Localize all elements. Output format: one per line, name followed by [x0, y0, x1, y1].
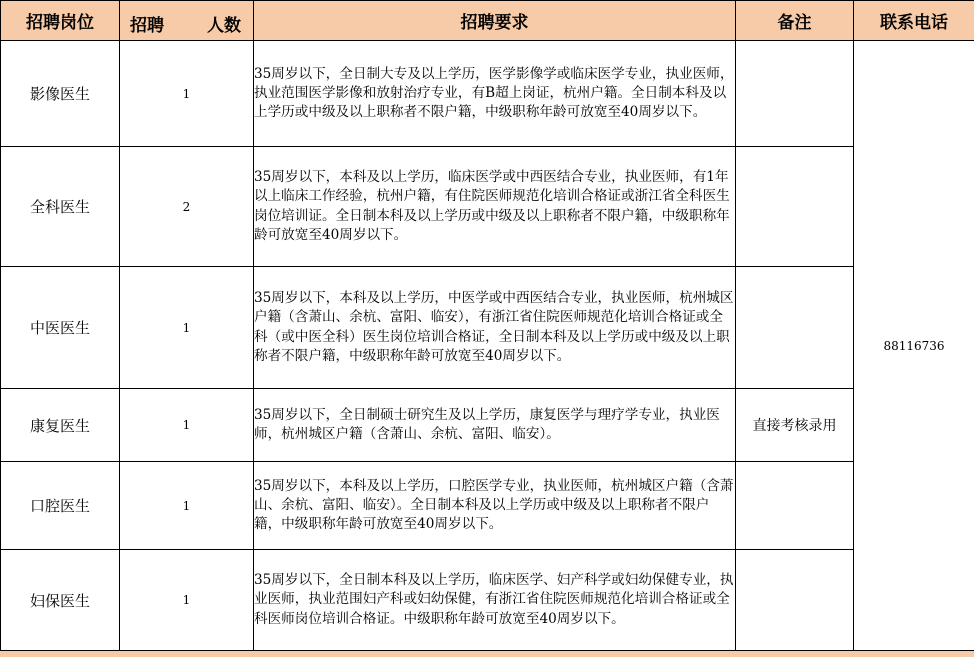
requirements-cell	[254, 462, 736, 550]
position-cell: 妇保医生	[1, 550, 120, 651]
requirements-cell	[254, 147, 736, 267]
phone-cell: 88116736	[854, 41, 974, 651]
requirements-text: 35周岁以下，本科及以上学历，口腔医学专业，执业医师，杭州城区户籍（含萧山、余杭、富阳、临安）。全日制本科及以上学历或中级及以上职称者不限户籍，中级职称年龄可放宽至40周岁以下。	[254, 477, 735, 535]
count-cell: 1	[120, 41, 254, 147]
header-row	[1, 1, 974, 41]
note-cell	[736, 550, 854, 651]
requirements-cell	[254, 550, 736, 651]
note-cell	[736, 41, 854, 147]
header-count-part-1: 招聘	[130, 11, 164, 36]
requirements-cell	[254, 389, 736, 462]
header-count	[120, 1, 254, 41]
count-cell: 2	[120, 147, 254, 267]
note-cell	[736, 267, 854, 389]
position-cell: 口腔医生	[1, 462, 120, 550]
note-cell	[736, 462, 854, 550]
header-count-part-2: 人数	[207, 11, 241, 36]
table-row	[1, 389, 974, 462]
note-cell	[736, 147, 854, 267]
requirements-text: 35周岁以下，全日制硕士研究生及以上学历，康复医学与理疗学专业，执业医师，杭州城区户籍（含萧山、余杭、富阳、临安）。	[254, 406, 735, 445]
position-cell: 影像医生	[1, 41, 120, 147]
count-cell: 1	[120, 462, 254, 550]
table-row	[1, 147, 974, 267]
position-cell: 康复医生	[1, 389, 120, 462]
position-cell: 全科医生	[1, 147, 120, 267]
table-row	[1, 41, 974, 147]
requirements-text: 35周岁以下，全日制大专及以上学历，医学影像学或临床医学专业，执业医师，执业范围医学影像和放射治疗专业，有B超上岗证，杭州户籍。全日制本科及以上学历或中级及以上职称者不限户籍，中级职称年龄可放宽至40周岁以下。	[254, 65, 735, 123]
table-row	[1, 550, 974, 651]
table-row	[1, 267, 974, 389]
position-cell: 中医医生	[1, 267, 120, 389]
requirements-cell	[254, 41, 736, 147]
count-cell: 1	[120, 550, 254, 651]
table-row	[1, 462, 974, 550]
requirements-text: 35周岁以下，全日制本科及以上学历，临床医学、妇产科学或妇幼保健专业，执业医师，执业范围妇产科或妇幼保健，有浙江省住院医师规范化培训合格证或全科医师岗位培训合格证。中级职称年龄可放宽至40周岁以下。	[254, 571, 735, 629]
count-cell: 1	[120, 389, 254, 462]
requirements-text: 35周岁以下，本科及以上学历，临床医学或中西医结合专业，执业医师，有1年以上临床工作经验，杭州户籍，有住院医师规范化培训合格证或浙江省全科医生岗位培训证。全日制本科及以上学历或中级及以上职称者不限户籍，中级职称年龄可放宽至40周岁以下。	[254, 168, 735, 245]
header-phone: 联系电话	[854, 1, 974, 41]
header-position: 招聘岗位	[1, 1, 120, 41]
note-cell: 直接考核录用	[736, 389, 854, 462]
count-cell: 1	[120, 267, 254, 389]
header-requirements: 招聘要求	[254, 1, 736, 41]
header-notes: 备注	[736, 1, 854, 41]
requirements-text: 35周岁以下，本科及以上学历，中医学或中西医结合专业，执业医师，杭州城区户籍（含萧山、余杭、富阳、临安），有浙江省住院医师规范化培训合格证或全科（或中医全科）医生岗位培训合格证，全日制本科及以上学历或中级及以上职称者不限户籍，中级职称年龄可放宽至40周岁以下。	[254, 289, 735, 366]
requirements-cell	[254, 267, 736, 389]
